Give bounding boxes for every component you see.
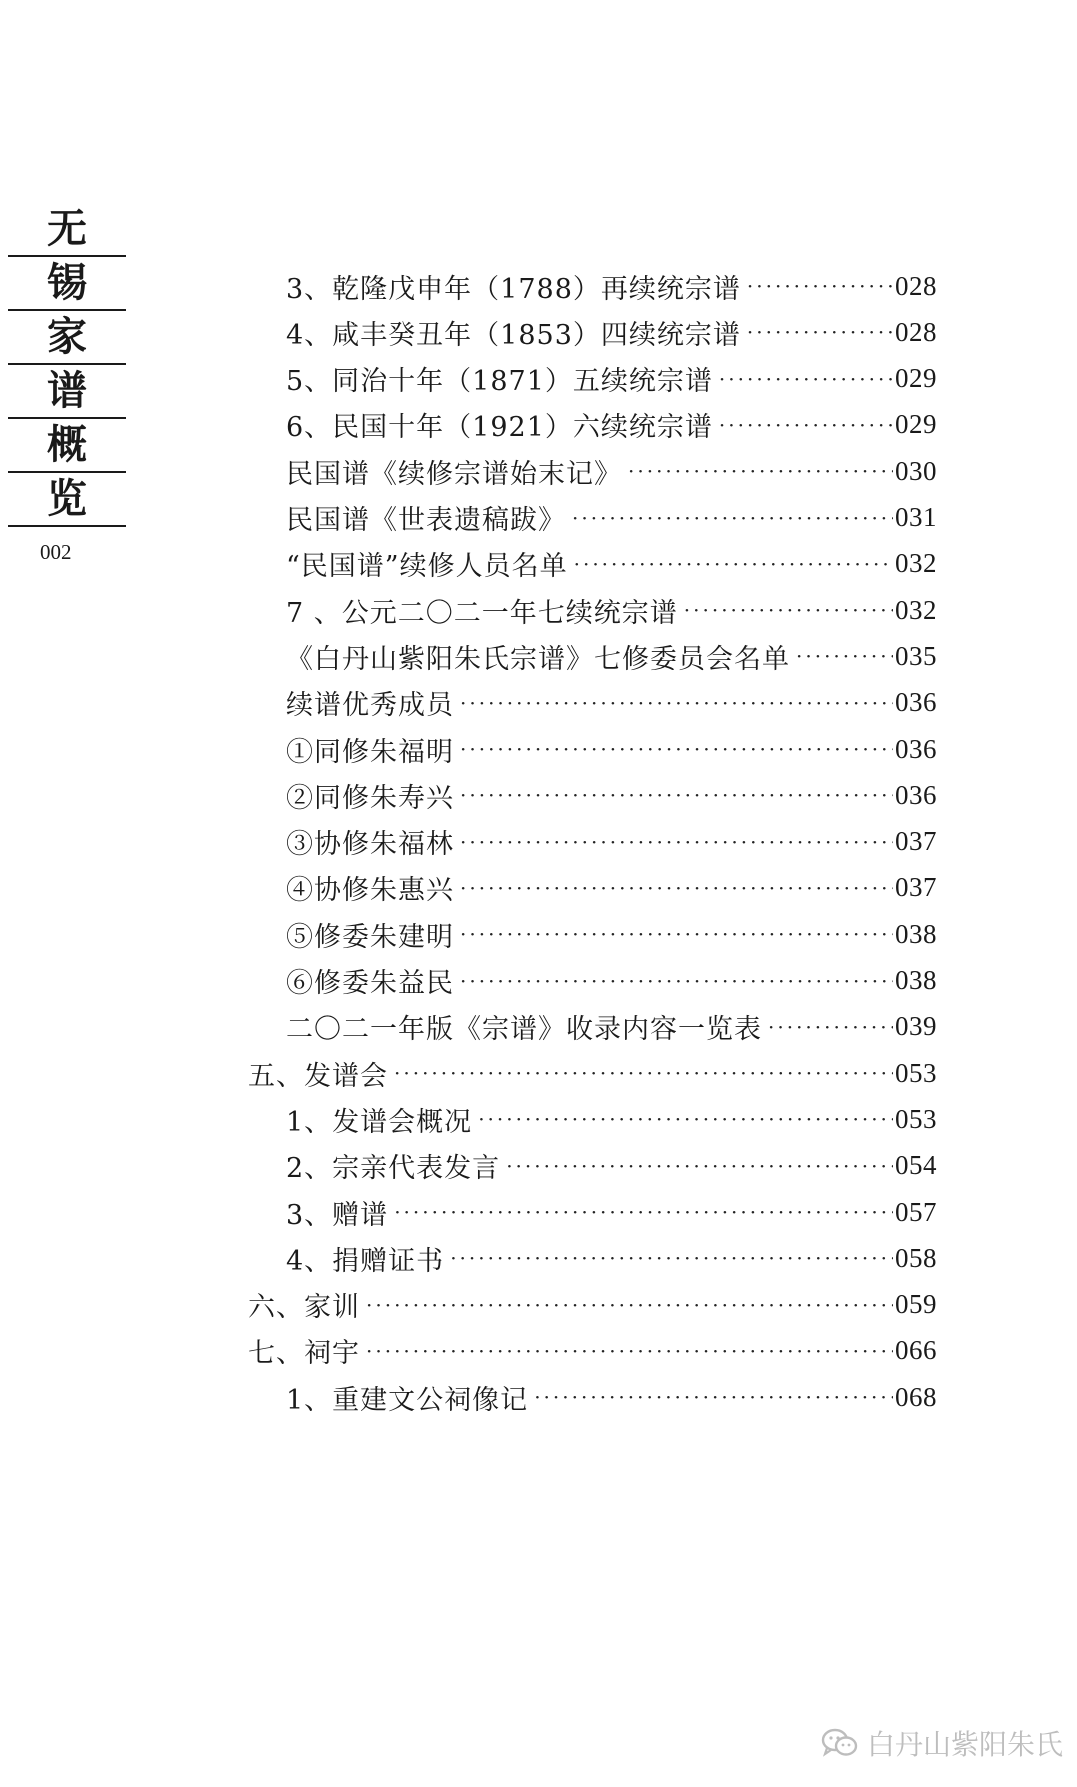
watermark <box>821 1723 1063 1763</box>
toc-entry[interactable] <box>286 638 937 674</box>
toc-entry-title: ⑥修委朱益民 <box>286 968 454 999</box>
toc-dot-leader <box>478 1107 893 1131</box>
book-title-char: 无 <box>8 203 126 257</box>
book-title-char: 谱 <box>8 365 126 419</box>
toc-entry[interactable] <box>248 1055 937 1091</box>
toc-entry-title: 续谱优秀成员 <box>286 690 454 722</box>
wechat-icon <box>821 1728 859 1758</box>
toc-entry[interactable] <box>286 1240 937 1276</box>
toc-dot-leader <box>460 830 893 854</box>
toc-entry[interactable] <box>286 500 937 536</box>
toc-entry-page: 068 <box>895 1381 937 1412</box>
toc-dot-leader <box>768 1015 893 1039</box>
toc-entry-title: 3、乾隆戊申年（1788）再续统宗谱 <box>286 273 741 305</box>
book-title-char: 锡 <box>8 257 126 311</box>
toc-entry[interactable] <box>248 1287 937 1323</box>
toc-entry-page: 054 <box>895 1150 937 1181</box>
toc-entry-page: 030 <box>895 455 937 486</box>
toc-entry[interactable] <box>286 777 937 813</box>
toc-entry[interactable] <box>286 870 937 906</box>
toc-entry[interactable] <box>286 1101 937 1137</box>
toc-entry-title: ②同修朱寿兴 <box>286 782 454 814</box>
toc-dot-leader <box>506 1154 893 1178</box>
toc-entry[interactable] <box>286 916 937 952</box>
toc-dot-leader <box>394 1061 893 1085</box>
toc-entry-title: 二〇二一年版《宗谱》收录内容一览表 <box>286 1014 762 1046</box>
toc-entry-title: ③协修朱福林 <box>286 829 454 861</box>
toc-entry-title: 2、宗亲代表发言 <box>286 1153 501 1185</box>
toc-entry[interactable] <box>286 268 937 304</box>
toc-entry-page: 036 <box>895 779 937 810</box>
toc-entry-page: 032 <box>895 548 937 579</box>
toc-dot-leader <box>534 1385 893 1409</box>
toc-entry-title: “民国谱”续修人员名单 <box>286 551 568 583</box>
toc-dot-leader <box>450 1246 893 1270</box>
toc-entry-page: 036 <box>895 733 937 764</box>
toc-entry[interactable] <box>286 1009 937 1045</box>
toc-entry-page: 038 <box>895 965 937 995</box>
toc-entry-title: 6、民国十年（1921）六续统宗谱 <box>286 412 713 444</box>
toc-dot-leader <box>628 459 893 483</box>
toc-entry[interactable] <box>286 361 937 397</box>
toc-dot-leader <box>719 367 893 391</box>
toc-dot-leader <box>460 922 893 946</box>
toc-entry-title: 民国谱《世表遗稿跋》 <box>286 505 566 536</box>
toc-entry-page: 057 <box>895 1196 937 1227</box>
toc-entry[interactable] <box>286 546 937 582</box>
toc-dot-leader <box>366 1339 893 1363</box>
toc-entry-title: 民国谱《续修宗谱始末记》 <box>286 458 622 490</box>
toc-dot-leader <box>719 413 893 437</box>
toc-entry-page: 035 <box>895 640 937 671</box>
page-number: 002 <box>40 540 72 564</box>
toc-entry-title: 3、赠谱 <box>286 1199 389 1231</box>
toc-entry-page: 028 <box>895 270 937 301</box>
toc-entry[interactable] <box>248 1333 937 1369</box>
toc-entry-page: 053 <box>895 1057 937 1088</box>
toc-entry-title: 《白丹山紫阳朱氏宗谱》七修委员会名单 <box>286 643 790 675</box>
toc-entry[interactable] <box>286 453 937 489</box>
toc-entry-page: 039 <box>895 1011 937 1042</box>
toc-entry-title: 4、捐赠证书 <box>286 1245 445 1277</box>
toc-entry-page: 028 <box>895 316 937 347</box>
toc-dot-leader <box>684 598 893 622</box>
toc-entry-title: 七、祠宇 <box>248 1338 360 1370</box>
toc-dot-leader <box>460 691 893 715</box>
toc-dot-leader <box>460 969 893 993</box>
toc-entry[interactable] <box>286 1379 937 1415</box>
toc-entry-page: 037 <box>895 872 937 903</box>
toc-dot-leader <box>574 552 893 576</box>
toc-entry-title: 1、发谱会概况 <box>286 1106 473 1138</box>
toc-entry-page: 029 <box>895 409 937 440</box>
toc-dot-leader <box>460 783 893 807</box>
book-title-char: 览 <box>8 473 126 527</box>
toc-entry-page: 058 <box>895 1242 937 1273</box>
toc-entry[interactable] <box>286 314 937 350</box>
toc-entry[interactable] <box>286 685 937 721</box>
toc-entry[interactable] <box>286 407 937 443</box>
toc-entry[interactable] <box>286 1148 937 1184</box>
toc-entry-title: 5、同治十年（1871）五续统宗谱 <box>286 366 713 398</box>
toc-entry-page: 036 <box>895 687 937 718</box>
watermark-text: 白丹山紫阳朱氏 <box>866 1728 1063 1761</box>
toc-entry-page: 037 <box>895 826 937 857</box>
toc-dot-leader <box>394 1200 893 1224</box>
toc-entry-page: 066 <box>895 1335 937 1366</box>
toc-entry-page: 029 <box>895 363 937 394</box>
toc-entry-page: 059 <box>895 1289 937 1320</box>
toc-dot-leader <box>460 876 893 900</box>
toc-entry-page: 038 <box>895 918 937 949</box>
toc-entry[interactable] <box>286 731 937 767</box>
toc-entry-title: 7 、公元二〇二一年七续统宗谱 <box>286 597 678 629</box>
toc-dot-leader <box>366 1293 893 1317</box>
toc-entry-title: 4、咸丰癸丑年（1853）四续统宗谱 <box>286 319 741 351</box>
toc-entry-page: 053 <box>895 1103 937 1134</box>
toc-dot-leader <box>796 644 893 668</box>
toc-entry[interactable] <box>286 824 937 860</box>
toc-entry-title: 1、重建文公祠像记 <box>286 1384 529 1416</box>
toc-dot-leader <box>572 506 893 530</box>
toc-entry-title: 六、家训 <box>248 1292 360 1324</box>
toc-entry-page: 031 <box>895 502 937 532</box>
toc-entry[interactable] <box>286 1194 937 1230</box>
toc-entry[interactable] <box>286 963 937 999</box>
toc-entry[interactable] <box>286 592 937 628</box>
toc-dot-leader <box>460 737 893 761</box>
book-title-vertical <box>8 203 126 527</box>
toc-entry-title: ④协修朱惠兴 <box>286 875 454 907</box>
toc-entry-title: ①同修朱福明 <box>286 736 454 768</box>
toc-entry-title: 五、发谱会 <box>248 1060 388 1092</box>
toc-entry-title: ⑤修委朱建明 <box>286 921 454 953</box>
book-title-char: 家 <box>8 311 126 365</box>
toc-dot-leader <box>747 274 893 298</box>
book-title-char: 概 <box>8 419 126 473</box>
toc-entry-page: 032 <box>895 594 937 625</box>
toc-dot-leader <box>747 320 893 344</box>
